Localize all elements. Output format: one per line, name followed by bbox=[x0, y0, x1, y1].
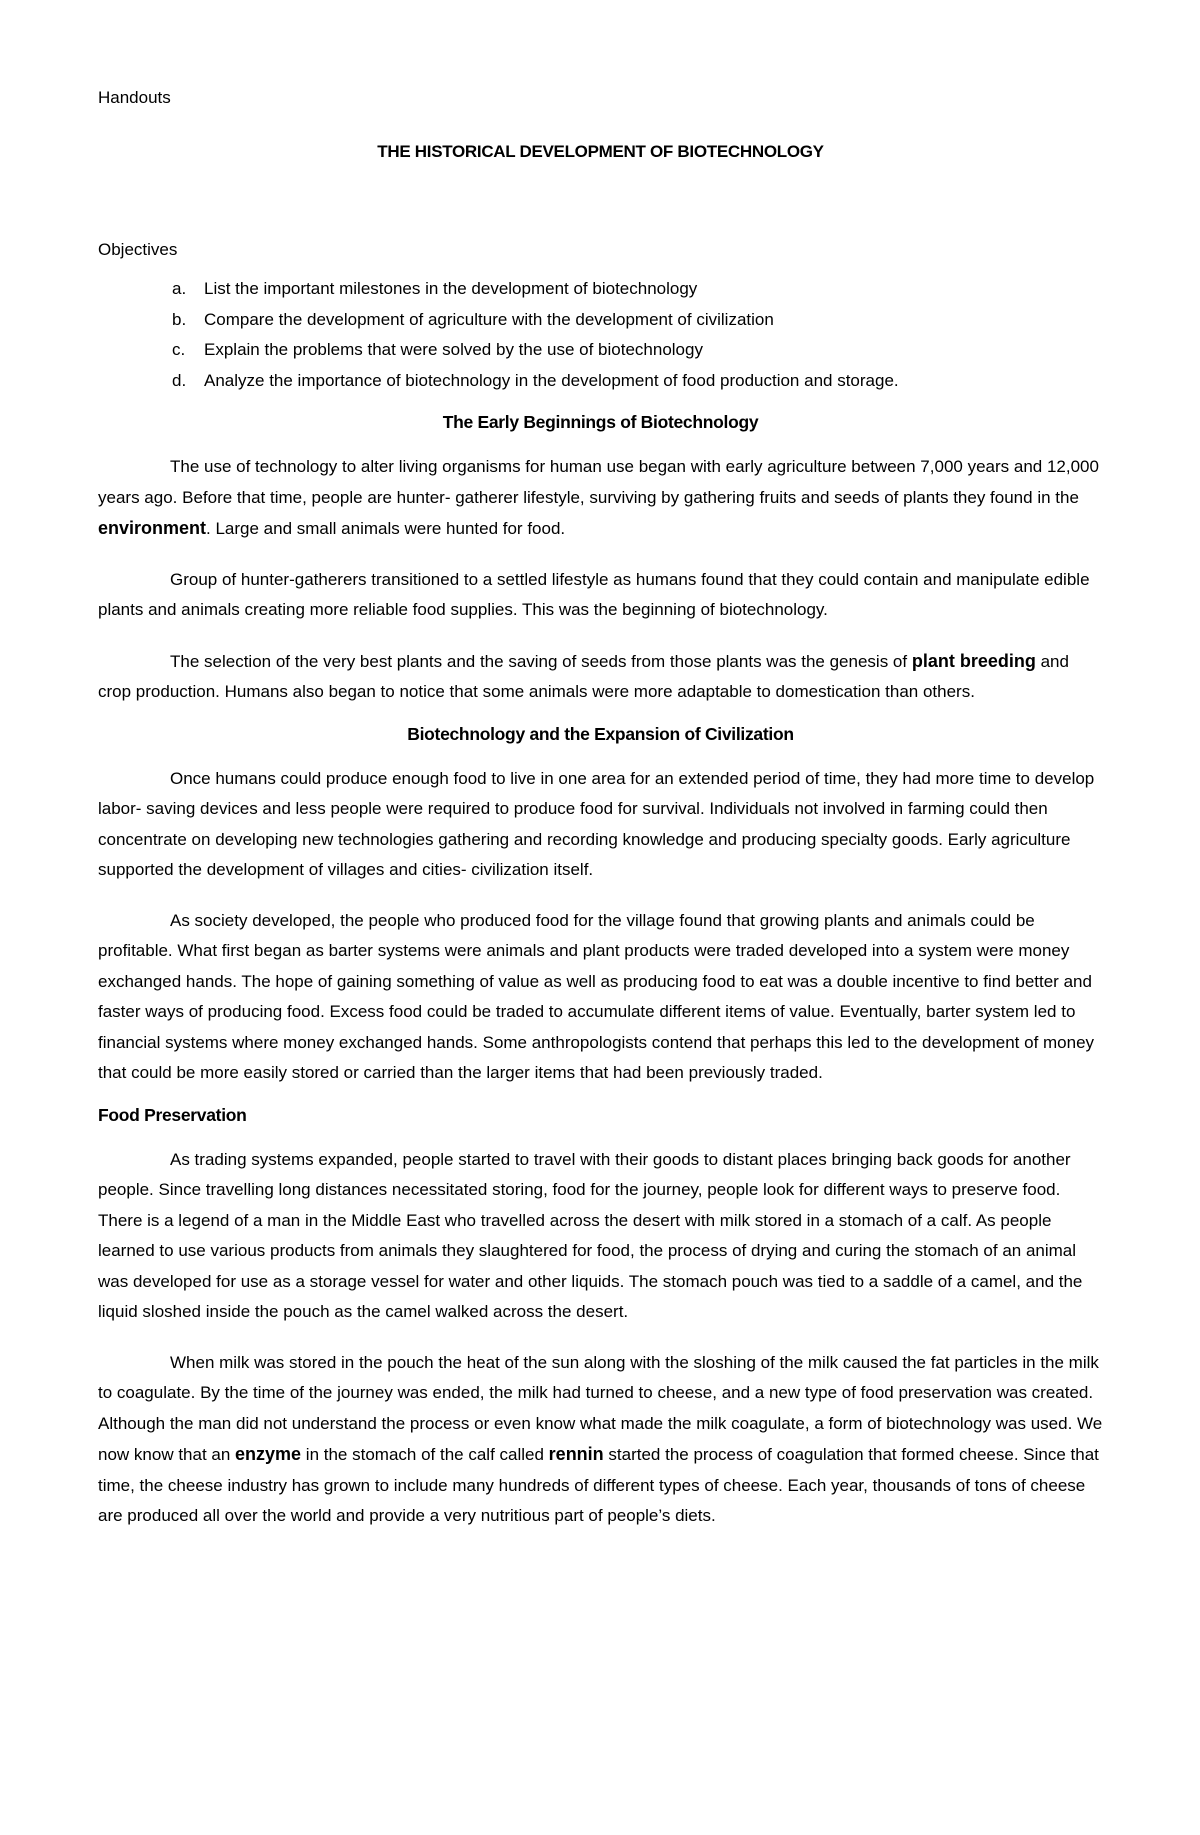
food-preservation-section bbox=[98, 1145, 1103, 1532]
early-paragraph-3 bbox=[98, 646, 1103, 708]
document-title: THE HISTORICAL DEVELOPMENT OF BIOTECHNOLOGY bbox=[377, 142, 824, 161]
objective-item bbox=[98, 335, 1103, 366]
civilization-section bbox=[98, 764, 1103, 1089]
document-content bbox=[98, 86, 1103, 1532]
preservation-paragraph-2 bbox=[98, 1348, 1103, 1532]
preservation-paragraph-1: As trading systems expanded, people started to travel with their goods to distant places bringing back goods for another people. Since travelling long distances necessitated storing, food for the journey, people look for different ways to preserve food. There is a legend of a man in the Middle East who travelled across the desert with milk stored in a stomach of a calf. As people learned to use various products from animals they slaughtered for food, the process of drying and curing the stomach of an animal was developed for use as a storage vessel for water and other liquids. The stomach pouch was tied to a saddle of a camel, and the liquid sloshed inside the pouch as the camel walked across the desert. bbox=[98, 1149, 1083, 1321]
objective-letter: c. bbox=[172, 340, 186, 359]
early-beginnings-section bbox=[98, 452, 1103, 708]
early-paragraph-1 bbox=[98, 452, 1103, 545]
early-p1-text-a: The use of technology to alter living organisms for human use began with early agriculture between 7,000 years and 12,000 years ago. Before that time, people are hunter- gatherer lifestyle, surviving by gathering fruits and seeds of plants they found in the bbox=[98, 457, 1099, 507]
keyword-enzyme: enzyme bbox=[235, 1444, 302, 1464]
handouts-label: Handouts bbox=[98, 88, 171, 107]
objective-text: List the important milestones in the development of biotechnology bbox=[204, 279, 698, 298]
objective-text: Explain the problems that were solved by the use of biotechnology bbox=[204, 340, 703, 359]
early-p1-text-b: . Large and small animals were hunted for food. bbox=[206, 519, 566, 538]
preservation-p2-text-c: started the process of coagulation that formed cheese. Since that time, the cheese industry has grown to include many hundreds of different types of cheese. Each year, thousands of tons of cheese are produced all over the world and provide a very nutritious part of people’s diets. bbox=[98, 1445, 1099, 1525]
preservation-p2-text-a: When milk was stored in the pouch the heat of the sun along with the sloshing of the milk caused the fat particles in the milk to coagulate. By the time of the journey was ended, the milk had turned to cheese, and a new type of food preservation was created. Although the man did not understand the process or even know what made the milk coagulate, a form of biotechnology was used. We now know that an bbox=[98, 1352, 1103, 1464]
objective-item bbox=[98, 274, 1103, 305]
early-p3-text-a: The selection of the very best plants and the saving of seeds from those plants was the genesis of bbox=[170, 651, 912, 671]
objective-item bbox=[98, 305, 1103, 336]
keyword-rennin: rennin bbox=[548, 1444, 604, 1464]
objectives-list bbox=[98, 274, 1103, 396]
preservation-p2-text-b: in the stomach of the calf called bbox=[301, 1445, 549, 1464]
objective-text: Compare the development of agriculture with the development of civilization bbox=[204, 309, 774, 329]
keyword-plant-breeding: plant breeding bbox=[911, 650, 1036, 671]
food-preservation-heading: Food Preservation bbox=[98, 1104, 247, 1125]
objective-text: Analyze the importance of biotechnology in the development of food production and storage. bbox=[204, 370, 899, 390]
objective-letter: a. bbox=[172, 279, 187, 298]
civilization-paragraph-1: Once humans could produce enough food to live in one area for an extended period of time, they had more time to develop labor- saving devices and less people were required to produce food for survival. Individuals not involved in farming could then concentrate on developing new technologies gathering and recording knowledge and producing specialty goods. Early agriculture supported the development of villages and cities- civilization itself. bbox=[98, 768, 1095, 879]
objective-letter: d. bbox=[172, 370, 187, 390]
civilization-heading: Biotechnology and the Expansion of Civilization bbox=[407, 723, 794, 744]
early-paragraph-2: Group of hunter-gatherers transitioned to a settled lifestyle as humans found that they could contain and manipulate edible plants and animals creating more reliable food supplies. This was the beginning of biotechnology. bbox=[98, 569, 1090, 619]
civilization-paragraph-2: As society developed, the people who produced food for the village found that growing plants and animals could be profitable. What first began as barter systems were animals and plant products were traded developed into a system were money exchanged hands. The hope of gaining something of value as well as producing food to eat was a double incentive to find better and faster ways of producing food. Excess food could be traded to accumulate different items of value. Eventually, barter system led to financial systems where money exchanged hands. Some anthropologists contend that perhaps this led to the development of money that could be more easily stored or carried than the larger items that had been previously traded. bbox=[98, 910, 1095, 1082]
early-p3-text-b: and crop production. Humans also began to notice that some animals were more adaptable to domestication than others. bbox=[98, 651, 1069, 701]
objective-item bbox=[98, 366, 1103, 397]
keyword-environment: environment bbox=[98, 518, 207, 538]
objectives-label: Objectives bbox=[98, 240, 178, 259]
objective-letter: b. bbox=[172, 309, 187, 329]
early-beginnings-heading: The Early Beginnings of Biotechnology bbox=[442, 412, 759, 432]
